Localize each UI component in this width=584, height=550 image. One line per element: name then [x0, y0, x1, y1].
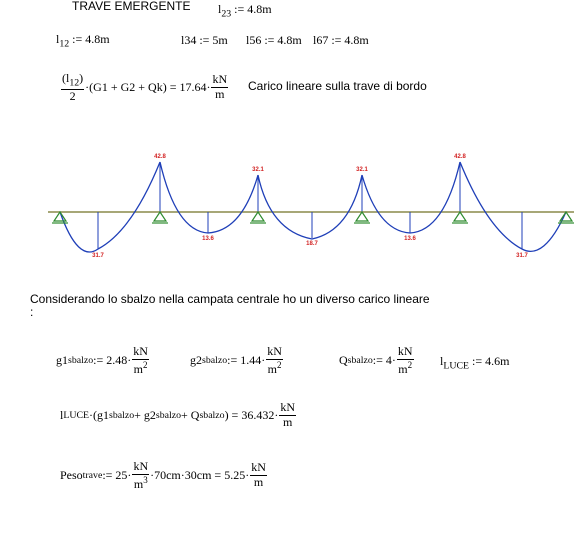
moment-label-top-3: 32.1 [356, 167, 368, 173]
moment-label-bottom-5: 31.7 [516, 253, 528, 259]
load-caption: Carico lineare sulla trave di bordo [248, 79, 427, 93]
span-l56: l56 := 4.8m [246, 33, 302, 47]
product-formula: l LUCE ·(g1 sbalzo + g2 sbalzo + Q sbalzo ) = 36.432· $\frac{kN}{m}$ [60, 400, 295, 429]
param-g1: g1 sbalzo := 2.48· $\frac{kN}{m^2}$ [56, 344, 148, 376]
note-colon: : [30, 305, 34, 319]
support-6 [558, 212, 574, 223]
load-formula: $\frac{(l_{12})}{2}$ ·(G1 + G2 + Qk) = 17.64· $\frac{kN}{m}$ [62, 71, 228, 103]
moment-label-top-1: 42.8 [154, 154, 166, 160]
span-l34: l34 := 5m [181, 33, 228, 47]
section-title: TRAVE EMERGENTE [72, 0, 191, 13]
moment-label-top-4: 42.8 [454, 154, 466, 160]
param-g2: g2 sbalzo := 1.44· $\frac{kN}{m^2}$ [190, 344, 282, 376]
span-l12: $l_{12}$ := 4.8m [56, 32, 110, 50]
note-text: Considerando lo sbalzo nella campata centrale ho un diverso carico lineare [30, 292, 430, 306]
param-q: Q sbalzo := 4· $\frac{kN}{m^2}$ [339, 344, 413, 376]
moment-label-bottom-3: 18.7 [306, 241, 318, 247]
support-2 [152, 212, 168, 223]
support-5 [452, 212, 468, 223]
param-luce: $l_{LUCE}$ := 4.6m [440, 354, 510, 372]
moment-label-bottom-2: 13.6 [202, 236, 214, 242]
span-l23: $l_{23}$ := 4.8m [218, 2, 272, 20]
load-unit: $\frac{kN}{m}$ [212, 72, 228, 102]
support-3 [250, 212, 266, 223]
beam-moment-diagram [0, 143, 584, 268]
moment-label-bottom-4: 13.6 [404, 236, 416, 242]
half-span-fraction: $\frac{(l_{12})}{2}$ [62, 71, 84, 103]
span-l67: l67 := 4.8m [313, 33, 369, 47]
moment-curve [60, 162, 566, 252]
ordinate-lines [98, 162, 522, 249]
moment-label-bottom-1: 31.7 [92, 253, 104, 259]
peso-formula: Peso trave := 25· $\frac{kN}{m^3}$ ·70cm·30cm = 5.25· $\frac{kN}{m}$ [60, 459, 266, 491]
support-4 [354, 212, 370, 223]
moment-label-top-2: 32.1 [252, 167, 264, 173]
